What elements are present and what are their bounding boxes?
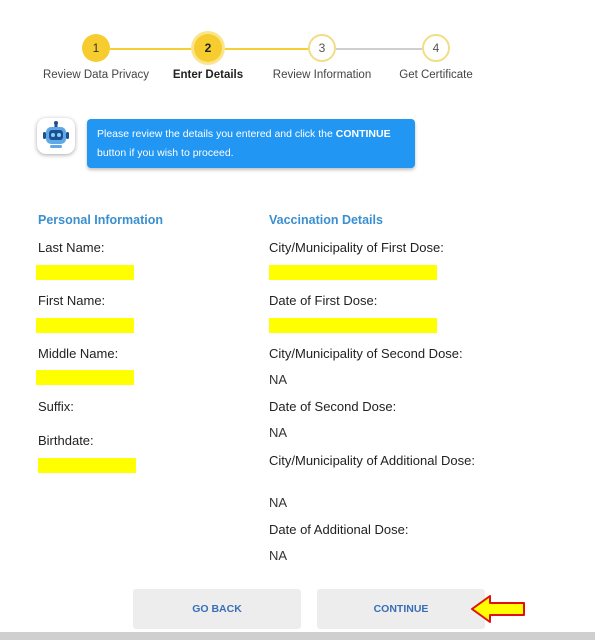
banner-text-before: Please review the details you entered and click the	[97, 128, 336, 140]
go-back-button[interactable]: GO BACK	[133, 589, 301, 629]
suffix-label: Suffix:	[38, 399, 74, 414]
first-dose-date-label: Date of First Dose:	[269, 293, 378, 308]
last-name-label: Last Name:	[38, 240, 105, 255]
first-name-redaction	[36, 318, 134, 333]
second-dose-city-label: City/Municipality of Second Dose:	[269, 346, 463, 361]
banner-emphasis: CONTINUE	[335, 128, 391, 140]
additional-dose-city-label: City/Municipality of Additional Dose:	[269, 453, 475, 468]
birthdate-label: Birthdate:	[38, 433, 94, 448]
additional-dose-date-label: Date of Additional Dose:	[269, 522, 409, 537]
step-2-circle: 2	[194, 34, 222, 62]
second-dose-city-value: NA	[269, 372, 288, 387]
first-dose-city-label: City/Municipality of First Dose:	[269, 240, 444, 255]
stepper-connector-2	[222, 48, 308, 50]
vaccination-details-title: Vaccination Details	[269, 213, 383, 227]
step-3-circle: 3	[308, 34, 336, 62]
step-2-label: Enter Details	[172, 69, 244, 81]
first-dose-city-redaction	[269, 265, 437, 280]
first-name-label: First Name:	[38, 293, 106, 308]
step-3-label: Review Information	[272, 69, 372, 81]
robot-icon	[37, 118, 75, 154]
annotation-arrow-icon	[470, 594, 526, 624]
progress-stepper	[0, 0, 595, 100]
step-4-circle: 4	[422, 34, 450, 62]
additional-dose-city-value: NA	[269, 495, 288, 510]
stepper-connector-3	[336, 48, 422, 50]
step-1-circle: 1	[82, 34, 110, 62]
additional-dose-date-value: NA	[269, 548, 288, 563]
birthdate-redaction	[38, 458, 136, 473]
second-dose-date-value: NA	[269, 425, 288, 440]
banner-text-after: button if you wish to proceed.	[97, 147, 234, 159]
stepper-connector-1	[110, 48, 194, 50]
info-banner	[87, 119, 415, 168]
middle-name-redaction	[36, 370, 134, 385]
second-dose-date-label: Date of Second Dose:	[269, 399, 397, 414]
step-4-label: Get Certificate	[399, 69, 473, 81]
last-name-redaction	[36, 265, 134, 280]
middle-name-label: Middle Name:	[38, 346, 119, 361]
first-dose-date-redaction	[269, 318, 437, 333]
step-1-label: Review Data Privacy	[42, 69, 150, 81]
continue-button[interactable]: CONTINUE	[317, 589, 485, 629]
bottom-edge-bar	[0, 632, 595, 640]
personal-information-title: Personal Information	[38, 213, 164, 227]
